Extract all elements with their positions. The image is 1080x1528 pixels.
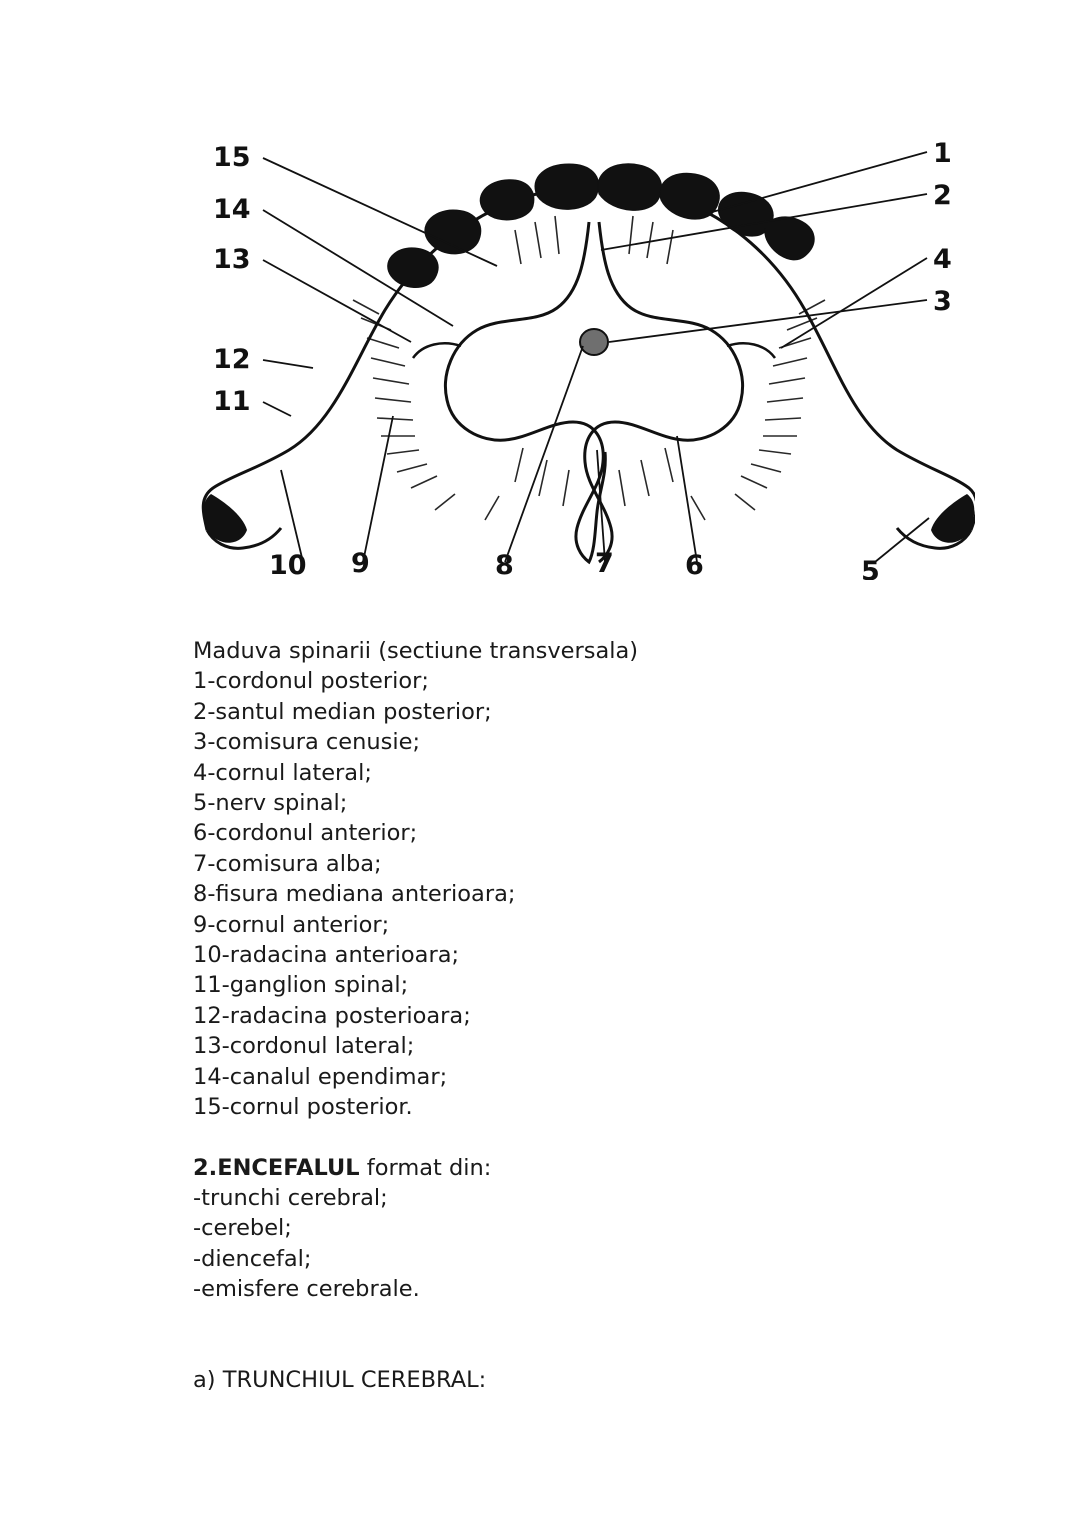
- caption-item-9: 9-cornul anterior;: [193, 911, 390, 938]
- caption-item-4: 4-cornul lateral;: [193, 759, 372, 786]
- caption-item-15: 15-cornul posterior.: [193, 1094, 413, 1121]
- figure-label-14: 14: [213, 194, 251, 225]
- caption-item-3: 3-comisura cenusie;: [193, 729, 421, 756]
- figure-spinal-cord: [185, 110, 975, 580]
- section-item-3: -diencefal;: [193, 1245, 312, 1272]
- figure-label-13: 13: [213, 244, 251, 275]
- caption-item-13: 13-cordonul lateral;: [193, 1033, 415, 1060]
- figure-label-4: 4: [933, 244, 952, 275]
- figure-label-5: 5: [861, 556, 880, 580]
- caption-item-14: 14-canalul ependimar;: [193, 1063, 448, 1090]
- section-heading-rest: format din:: [359, 1154, 492, 1181]
- caption-item-1: 1-cordonul posterior;: [193, 668, 429, 695]
- caption-item-11: 11-ganglion spinal;: [193, 972, 409, 999]
- caption-item-6: 6-cordonul anterior;: [193, 820, 418, 847]
- section-item-1: -trunchi cerebral;: [193, 1184, 388, 1211]
- section-heading-encefalul: [193, 1153, 953, 1183]
- figure-caption-title: Maduva spinarii (sectiune transversala): [193, 638, 639, 664]
- figure-label-10: 10: [269, 550, 307, 580]
- body-text: [193, 636, 953, 1395]
- section-item-4: -emisfere cerebrale.: [193, 1276, 420, 1303]
- figure-label-9: 9: [351, 548, 370, 579]
- caption-item-2: 2-santul median posterior;: [193, 698, 492, 725]
- caption-item-7: 7-comisura alba;: [193, 850, 382, 877]
- section-item-2: -cerebel;: [193, 1215, 292, 1242]
- figure-label-6: 6: [685, 550, 704, 580]
- paragraph-spacer: [193, 1123, 953, 1153]
- figure-label-8: 8: [495, 550, 514, 580]
- figure-label-2: 2: [933, 180, 952, 211]
- caption-item-10: 10-radacina anterioara;: [193, 942, 460, 969]
- figure-label-15: 15: [213, 142, 251, 173]
- caption-item-8: 8-fisura mediana anterioara;: [193, 881, 516, 908]
- caption-item-12: 12-radacina posterioara;: [193, 1002, 471, 1029]
- section-spacer: [193, 1305, 953, 1365]
- section-heading-bold: 2.ENCEFALUL: [193, 1154, 360, 1181]
- figure-label-11: 11: [213, 386, 251, 417]
- figure-label-12: 12: [213, 344, 251, 375]
- caption-item-5: 5-nerv spinal;: [193, 790, 348, 817]
- figure-label-3: 3: [933, 286, 952, 317]
- figure-label-1: 1: [933, 138, 952, 169]
- subsection-heading-trunchiul-cerebral: a) TRUNCHIUL CEREBRAL:: [193, 1366, 487, 1393]
- figure-label-7: 7: [595, 548, 614, 579]
